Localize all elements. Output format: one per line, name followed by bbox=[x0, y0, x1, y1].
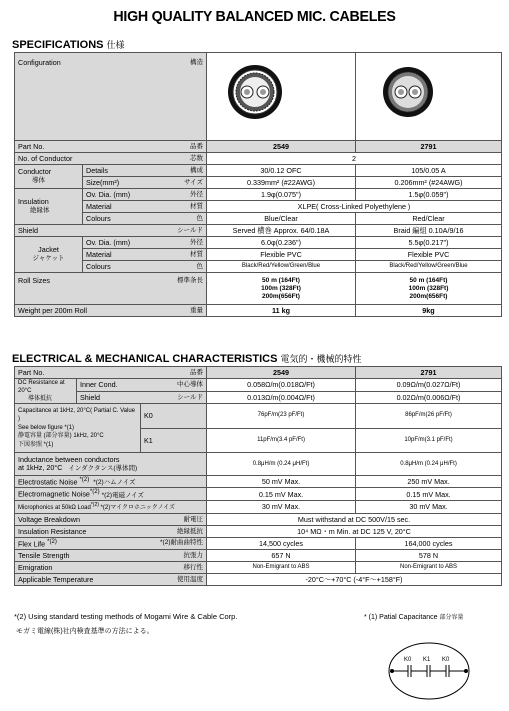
table-cell: 86pF/m(26 pF/Ft) bbox=[356, 404, 502, 429]
table-cell: 0.15 mV Max. bbox=[207, 488, 356, 500]
table-row bbox=[15, 213, 502, 225]
footnote-1: * (1) Patial Capacitance 部分容量 bbox=[364, 614, 464, 621]
table-row bbox=[15, 273, 502, 305]
inductance-label: Inductance between conductors at 1kHz, 20°C インダクタンス(導体間) bbox=[15, 453, 207, 476]
footnote-2: *(2) Using standard testing methods of Mogami Wire & Cable Corp. bbox=[14, 612, 238, 621]
table-row bbox=[15, 513, 502, 525]
table-cell: 0.8μH/m (0.24 μH/Ft) bbox=[356, 453, 502, 476]
table-cell: Part No. 品番 bbox=[15, 367, 207, 379]
table-cell: 0.15 mV Max. bbox=[356, 488, 502, 500]
row-part-no bbox=[15, 141, 502, 153]
table-cell: 164,000 cycles bbox=[356, 537, 502, 549]
table-cell: 0.058Ω/m(0.018Ω/Ft) bbox=[207, 379, 356, 392]
table-row bbox=[15, 201, 502, 213]
table-cell: 30/0.12 OFC bbox=[207, 165, 356, 177]
table-cell: 0.09Ω/m(0.027Ω/Ft) bbox=[356, 379, 502, 392]
table-cell: Size(mm²) サイズ bbox=[83, 177, 207, 189]
table-cell: 2549 bbox=[207, 367, 356, 379]
table-cell: 578 N bbox=[356, 549, 502, 561]
table-cell: 6.0φ(0.236") bbox=[207, 237, 356, 249]
table-cell: Voltage Breakdown 耐電圧 bbox=[15, 513, 207, 525]
table-cell: 0.206mm² (#24AWG) bbox=[356, 177, 502, 189]
spec-heading-jp: 仕様 bbox=[106, 40, 125, 50]
table-cell: 1.9φ(0.075") bbox=[207, 189, 356, 201]
capacitance-label: Capacitance at 1kHz, 20°C( Partial C. Value ) See below figure *(1) 静電容量 (部分容量) 1kHz, 20°C 下図参照 *(1) bbox=[15, 404, 141, 453]
table-cell: Material 材質 bbox=[83, 201, 207, 213]
row-num-conductor bbox=[15, 153, 502, 165]
table-row bbox=[15, 261, 502, 273]
table-cell: Electrostatic Noise $^{*(2)}$ *(2)ハムノイズ bbox=[15, 476, 207, 488]
table-row bbox=[15, 453, 502, 476]
table-cell: Shield シールド bbox=[77, 391, 207, 404]
table-cell: Applicable Temperature 使用温度 bbox=[15, 573, 207, 585]
table-row bbox=[15, 404, 502, 429]
spec-heading bbox=[12, 38, 125, 51]
table-cell: Tensile Strength 抗張力 bbox=[15, 549, 207, 561]
document-title: HIGH QUALITY BALANCED MIC. CABELES bbox=[113, 8, 396, 25]
table-cell: Red/Clear bbox=[356, 213, 502, 225]
part-2791: 2791 bbox=[356, 141, 502, 153]
table-cell: 11 kg bbox=[207, 305, 356, 317]
table-cell: Insulation Resistance 絶縁抵抗 bbox=[15, 525, 207, 537]
table-cell: No. of Conductor 芯数 bbox=[15, 153, 207, 165]
table-cell: 30 mV Max. bbox=[207, 500, 356, 513]
table-row bbox=[15, 237, 502, 249]
table-cell: 0.8μH/m (0.24 μH/Ft) bbox=[207, 453, 356, 476]
table-cell: 50 m (164Ft) 100m (328Ft) 200m(656Ft) bbox=[207, 273, 356, 305]
table-cell: 250 mV Max. bbox=[356, 476, 502, 488]
table-cell: Colours 色 bbox=[83, 213, 207, 225]
table-cell: 14,500 cycles bbox=[207, 537, 356, 549]
fig-k0-left: K0 bbox=[404, 657, 412, 663]
insulation-label: Insulation 絶縁体 bbox=[15, 189, 83, 225]
table-cell: Roll Sizes 標準条長 bbox=[15, 273, 207, 305]
table-cell: Material 材質 bbox=[83, 249, 207, 261]
table-row bbox=[15, 476, 502, 488]
table-cell: Ov. Dia. (mm) 外径 bbox=[83, 189, 207, 201]
table-cell: Flex Life $^{*(2)}$ *(2)耐曲曲特性 bbox=[15, 537, 207, 549]
table-cell: 5.5φ(0.217") bbox=[356, 237, 502, 249]
table-row bbox=[15, 177, 502, 189]
table-row bbox=[15, 525, 502, 537]
elec-heading-jp: 電気的・機械的特性 bbox=[280, 354, 362, 364]
table-cell: 657 N bbox=[207, 549, 356, 561]
table-cell: Must withstand at DC 500V/15 sec. bbox=[207, 513, 502, 525]
table-cell: Electromagnetic Noise$^{*(2)}$ *(2)電磁ノイズ bbox=[15, 488, 207, 500]
table-cell: -20°C～+70°C (-4°F～+158°F) bbox=[207, 573, 502, 585]
elec-heading bbox=[12, 352, 362, 365]
table-row bbox=[15, 391, 502, 404]
dc-resistance-label: DC Resistance at 20°C 導体抵抗 bbox=[15, 379, 77, 404]
table-cell: Inner Cond. 中心導体 bbox=[77, 379, 207, 392]
table-cell: 0.339mm² (#22AWG) bbox=[207, 177, 356, 189]
table-cell: 30 mV Max. bbox=[356, 500, 502, 513]
conductor-label: Conductor 導体 bbox=[15, 165, 83, 189]
table-cell: Details 構成 bbox=[83, 165, 207, 177]
fig-k1: K1 bbox=[423, 657, 431, 663]
table-cell: Non-Emigrant to ABS bbox=[207, 561, 356, 573]
table-cell: Microphonics at 50kΩ Load$^{*(2)}$ *(2)マイクロホニックノイズ bbox=[15, 500, 207, 513]
table-cell: 2 bbox=[207, 153, 502, 165]
part-2549: 2549 bbox=[207, 141, 356, 153]
table-cell: 50 m (164Ft) 100m (328Ft) 200m(656Ft) bbox=[356, 273, 502, 305]
table-row bbox=[15, 379, 502, 392]
table-row bbox=[15, 367, 502, 379]
partial-capacitance-figure bbox=[384, 640, 474, 702]
table-cell: 11pF/m(3.4 pF/Ft) bbox=[207, 428, 356, 453]
table-cell: Emigration 移行性 bbox=[15, 561, 207, 573]
table-cell: Black/Red/Yellow/Green/Blue bbox=[356, 261, 502, 273]
footnote-2-jp: モガミ電線(株)社内検査基準の方法による。 bbox=[16, 628, 154, 635]
spec-heading-en: SPECIFICATIONS bbox=[12, 39, 104, 51]
table-cell: Ov. Dia. (mm) 外径 bbox=[83, 237, 207, 249]
table-row bbox=[15, 573, 502, 585]
table-row bbox=[15, 249, 502, 261]
table-cell: 10pF/m(3.1 pF/Ft) bbox=[356, 428, 502, 453]
table-cell: Braid 編組 0.10A/9/16 bbox=[356, 225, 502, 237]
table-row bbox=[15, 488, 502, 500]
table-cell: 76pF/m(23 pF/Ft) bbox=[207, 404, 356, 429]
table-cell: Blue/Clear bbox=[207, 213, 356, 225]
table-cell: K0 bbox=[141, 404, 207, 429]
table-cell: Part No. 品番 bbox=[15, 141, 207, 153]
table-cell: Non-Emigrant to ABS bbox=[356, 561, 502, 573]
cable-2549-cross-section bbox=[225, 62, 285, 122]
elec-table bbox=[14, 366, 502, 586]
table-cell: 105/0.05 A bbox=[356, 165, 502, 177]
table-cell: 2791 bbox=[356, 367, 502, 379]
table-row bbox=[15, 165, 502, 177]
table-cell: 10⁴ MΩ・m Min. at DC 125 V, 20°C bbox=[207, 525, 502, 537]
fig-k0-right: K0 bbox=[442, 657, 450, 663]
table-row bbox=[15, 189, 502, 201]
table-cell: 1.5φ(0.059") bbox=[356, 189, 502, 201]
table-cell: Colours 色 bbox=[83, 261, 207, 273]
table-row bbox=[15, 549, 502, 561]
table-row bbox=[15, 225, 502, 237]
cable-2791-cross-section bbox=[380, 64, 436, 120]
table-cell: XLPE( Cross-Linked Polyethylene ) bbox=[207, 201, 502, 213]
table-row bbox=[15, 537, 502, 549]
table-cell: 50 mV Max. bbox=[207, 476, 356, 488]
elec-heading-en: ELECTRICAL & MECHANICAL CHARACTERISTICS bbox=[12, 353, 278, 365]
table-cell: Flexible PVC bbox=[356, 249, 502, 261]
table-cell: Weight per 200m Roll 重量 bbox=[15, 305, 207, 317]
table-cell: 0.013Ω/m(0.004Ω/Ft) bbox=[207, 391, 356, 404]
table-cell: Shield シールド bbox=[15, 225, 207, 237]
table-cell: K1 bbox=[141, 428, 207, 453]
table-row bbox=[15, 561, 502, 573]
table-cell: Flexible PVC bbox=[207, 249, 356, 261]
table-row bbox=[15, 305, 502, 317]
table-cell: Served 横巻 Approx. 64/0.18A bbox=[207, 225, 356, 237]
table-row bbox=[15, 500, 502, 513]
table-cell: Black/Red/Yellow/Green/Blue bbox=[207, 261, 356, 273]
table-cell: 9kg bbox=[356, 305, 502, 317]
jacket-label: Jacket ジャケット bbox=[15, 237, 83, 273]
configuration-label: Configuration 構造 bbox=[15, 53, 207, 141]
table-cell: 0.02Ω/m(0.006Ω/Ft) bbox=[356, 391, 502, 404]
